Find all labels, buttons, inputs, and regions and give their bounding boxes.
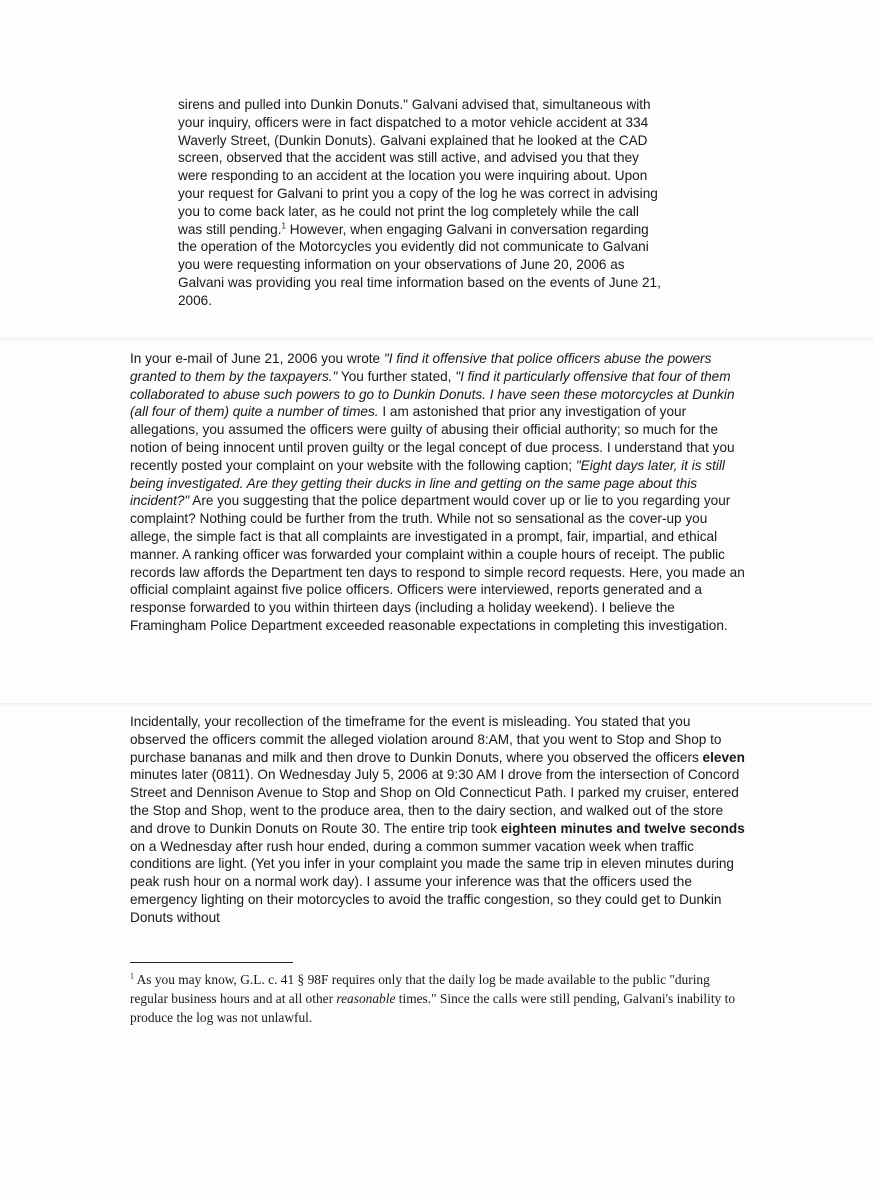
text-run: minutes later (0811). On Wednesday July 5, 2006 at 9:30 AM I drove from the intersection of Concord Street and Dennison Avenue to Stop and Shop on Old Connecticut Path. I parked my cruiser, entered the Stop and Shop, went to the produce area, then to the dairy section, and walked out of the store and drove to Dunkin Donuts on Route 30. The entire trip took xyxy=(130,767,740,836)
text-line: the operation of the Motorcycles you evidently did not communicate to Galvani xyxy=(178,239,649,255)
text-line: Waverly Street, (Dunkin Donuts). Galvani explained that he looked at the CAD xyxy=(178,132,648,148)
footnote xyxy=(130,970,750,1027)
text-run: However, when engaging Galvani in conversation regarding xyxy=(285,221,649,237)
text-line: your request for Galvani to print you a copy of the log he was correct in advising xyxy=(178,185,658,201)
text-line: you were requesting information on your observations of June 20, 2006 as xyxy=(178,257,625,273)
text-run: Are you suggesting that the police department would cover up or lie to you regarding your complaint? Nothing could be further from the truth. While not so sensational as the cover-up you allege, the simple fact is that all complaints are investigated in a prompt, fair, impartial, and ethical manner. A ranking officer was forwarded your complaint within a couple hours of receipt. The public records law affords the Department ten days to respond to simple record requests. Here, you made an official complaint against five police officers. Officers were interviewed, reports generated and a response forwarded to you within thirteen days (including a holiday weekend). I believe the Framingham Police Department exceeded reasonable expectations in completing this investigation. xyxy=(130,493,745,633)
text-run: on a Wednesday after rush hour ended, during a common summer vacation week when traffic conditions are light. (Yet you infer in your complaint you made the same trip in eleven minutes during peak rush hour on a normal work day). I assume your inference was that the officers used the emergency lighting on their motorcycles to avoid the traffic congestion, so they could get to Dunkin Donuts without xyxy=(130,838,734,925)
text-run: In your e-mail of June 21, 2006 you wrote xyxy=(130,351,384,366)
italic-text: reasonable xyxy=(336,991,396,1006)
footnote-marker: 1 xyxy=(130,971,134,981)
text-run: As you may know, G.L. c. 41 § 98F requires only that the daily log be made available to the public "during regular business hours and at all other xyxy=(130,972,710,1006)
text-line: 2006. xyxy=(178,292,213,308)
text-run: times." Since the calls were still pending, Galvani's inability to produce the log was not unlawful. xyxy=(130,991,736,1025)
text-run: was still pending. xyxy=(178,221,282,237)
footnote-reference: 1 xyxy=(281,221,286,231)
text-line: sirens and pulled into Dunkin Donuts." Galvani advised that, simultaneous with xyxy=(178,97,651,112)
paragraph-timeframe xyxy=(130,713,745,927)
indented-quote-block xyxy=(178,96,778,310)
text-run: You further stated, xyxy=(337,368,456,384)
text-line: Galvani was providing you real time information based on the events of June 21, xyxy=(178,274,661,290)
text-line: your inquiry, officers were in fact dispatched to a motor vehicle accident at 334 xyxy=(178,114,649,130)
footnote-separator xyxy=(130,962,293,963)
quoted-text: "Eight days later, it is still being investigated. Are they getting their ducks in line and getting on the same page about this incident?" xyxy=(130,457,725,509)
paper-fold-line xyxy=(0,338,873,341)
paragraph-email-response xyxy=(130,350,745,635)
text-line: you to come back later, as he could not print the log completely while the call xyxy=(178,203,639,219)
text-run: Incidentally, your recollection of the timeframe for the event is misleading. You stated that you observed the officers commit the alleged violation around 8:AM, that you went to Stop and Shop to purchase bananas and milk and then drove to Dunkin Donuts, where you observed the officers xyxy=(130,714,722,765)
emphasis-text: eleven xyxy=(702,749,745,765)
text-line xyxy=(178,221,778,239)
text-run: I am astonished that prior any investigation of your allegations, you assumed the officers were guilty of abusing their official authority; so much for the notion of being innocent until proven guilty or the legal concept of due process. I understand that you recently posted your complaint on your website with the following caption; xyxy=(130,404,735,473)
paper-fold-line xyxy=(0,703,873,706)
emphasis-text: eighteen minutes and twelve seconds xyxy=(500,820,745,836)
quoted-text: "I find it offensive that police officers abuse the powers granted to them by the taxpayers." xyxy=(130,351,712,384)
quoted-text: "I find it particularly offensive that four of them collaborated to abuse such powers to go to Dunkin Donuts. I have seen these motorcycles at Dunkin (all four of them) quite a number of times. xyxy=(130,368,735,420)
text-line: were responding to an accident at the location you were inquiring about. Upon xyxy=(178,168,648,184)
text-line: screen, observed that the accident was still active, and advised you that they xyxy=(178,150,639,166)
